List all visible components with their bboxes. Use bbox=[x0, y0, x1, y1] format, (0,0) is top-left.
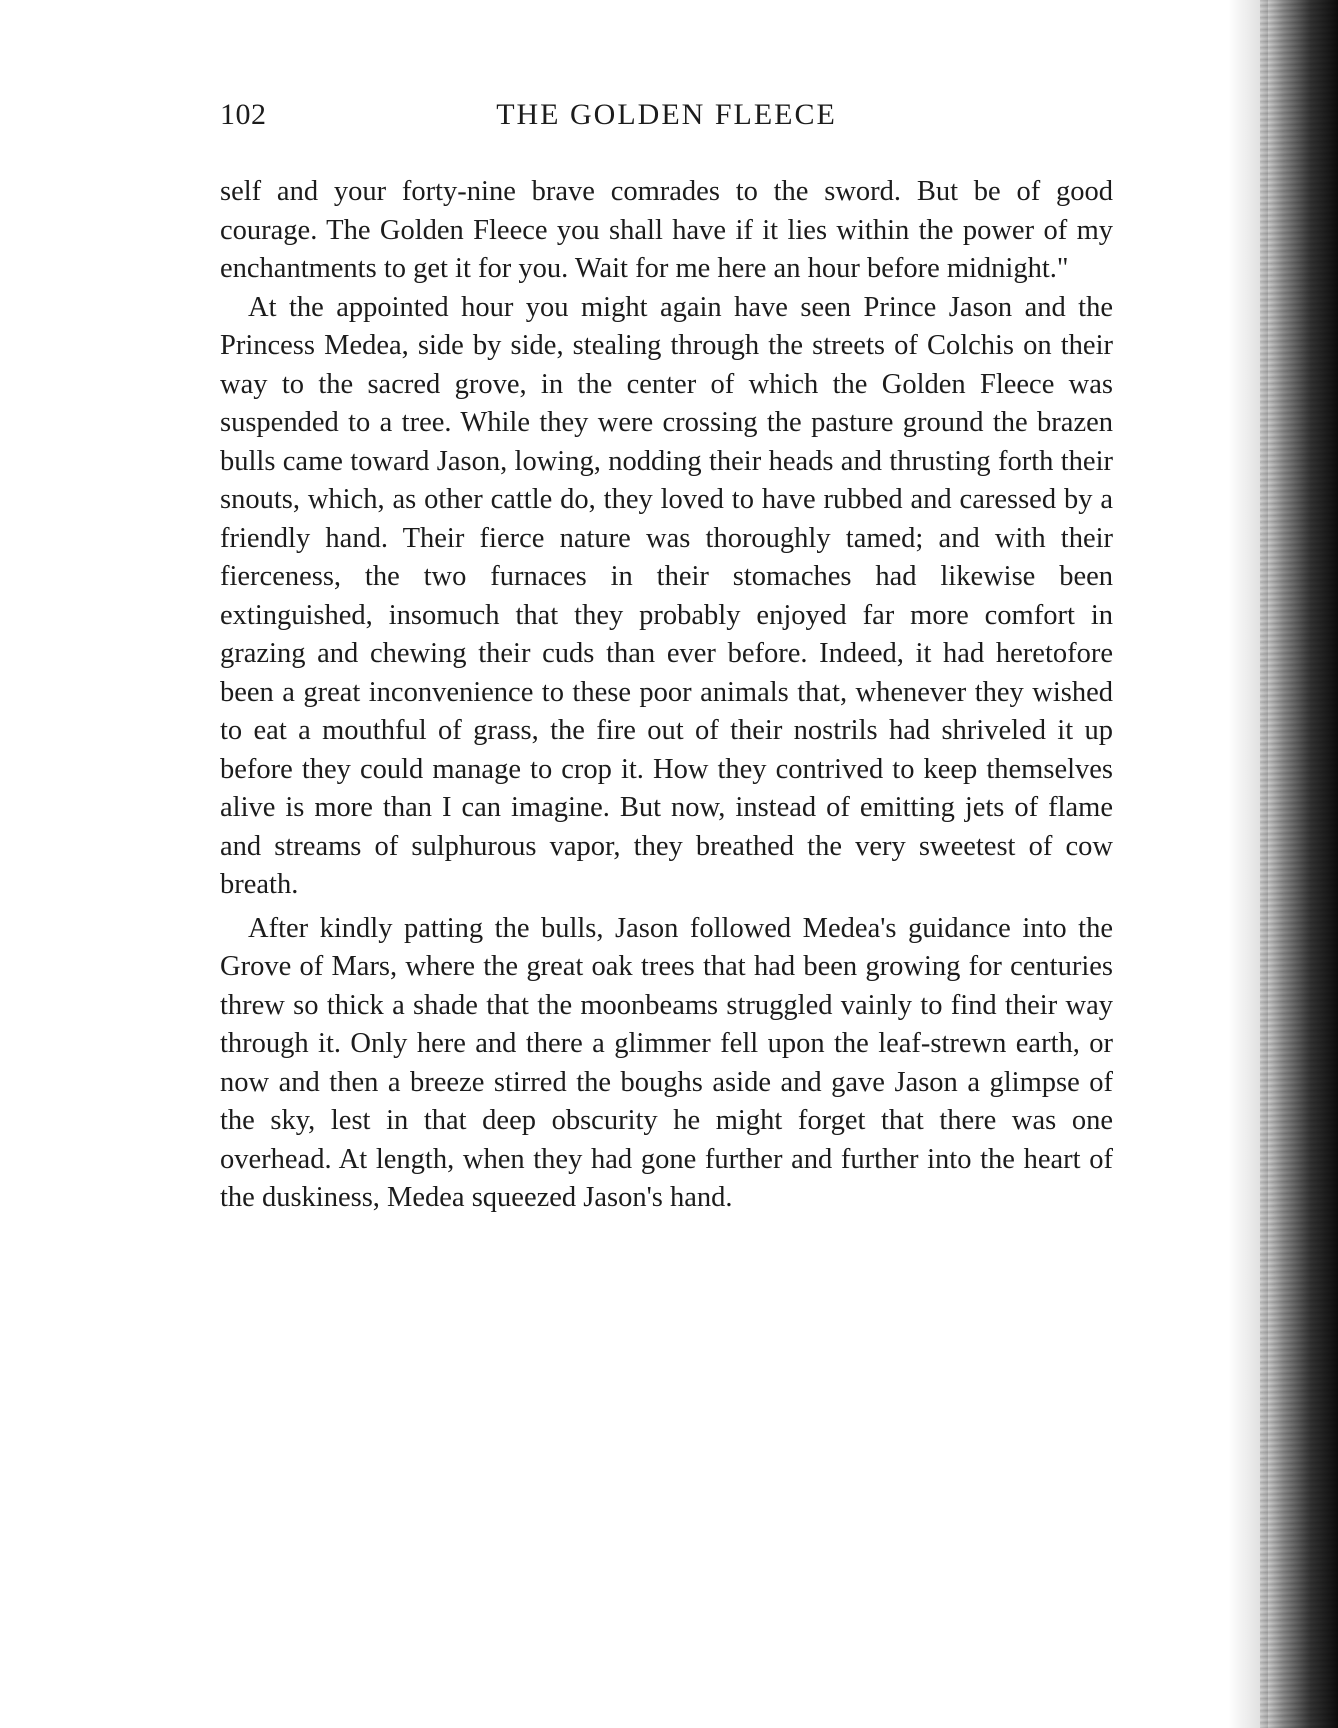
paragraph-3: After kindly patting the bulls, Jason followed Medea's guidance into the Grove of Mars, where the great oak trees that had been growing for centuries threw so thick a shade that the moonbeams struggled vainly to find their way through it. Only here and there a glimmer fell upon the leaf-strewn earth, or now and then a breeze stirred the boughs aside and gave Jason a glimpse of the sky, lest in that deep obscurity he might forget that there was one overhead. At length, when they had gone further and further into the heart of the duskiness, Medea squeezed Jason's hand. bbox=[220, 912, 1113, 1213]
paragraph-1: self and your forty-nine brave comrades to the sword. But be of good courage. The Golden Fleece you shall have if it lies within the power of my enchantments to get it for you. Wait for me here an hour before midnight." bbox=[220, 176, 1113, 284]
running-title: THE GOLDEN FLEECE bbox=[496, 98, 837, 131]
page-number: 102 bbox=[220, 98, 267, 131]
page-header bbox=[220, 98, 1113, 138]
body-text bbox=[220, 173, 1113, 1218]
scan-edge-shadow bbox=[1260, 0, 1338, 1728]
paragraph-2: At the appointed hour you might again have seen Prince Jason and the Princess Medea, side by side, stealing through the streets of Colchis on their way to the sacred grove, in the center of which the Golden Fleece was suspended to a tree. While they were crossing the pasture ground the brazen bulls came toward Jason, lowing, nodding their heads and thrusting forth their snouts, which, as other cattle do, they loved to have rubbed and caressed by a friendly hand. Their fierce nature was thoroughly tamed; and with their fierceness, the two furnaces in their stomaches had likewise been extinguished, insomuch that they probably enjoyed far more comfort in grazing and chewing their cuds than ever before. Indeed, it had heretofore been a great inconvenience to these poor animals that, whenever they wished to eat a mouthful of grass, the fire out of their nostrils had shriveled it up before they could manage to crop it. How they contrived to keep themselves alive is more than I can imagine. But now, instead of emitting jets of flame and streams of sulphurous vapor, they breathed the very sweetest of cow breath. bbox=[220, 291, 1113, 900]
